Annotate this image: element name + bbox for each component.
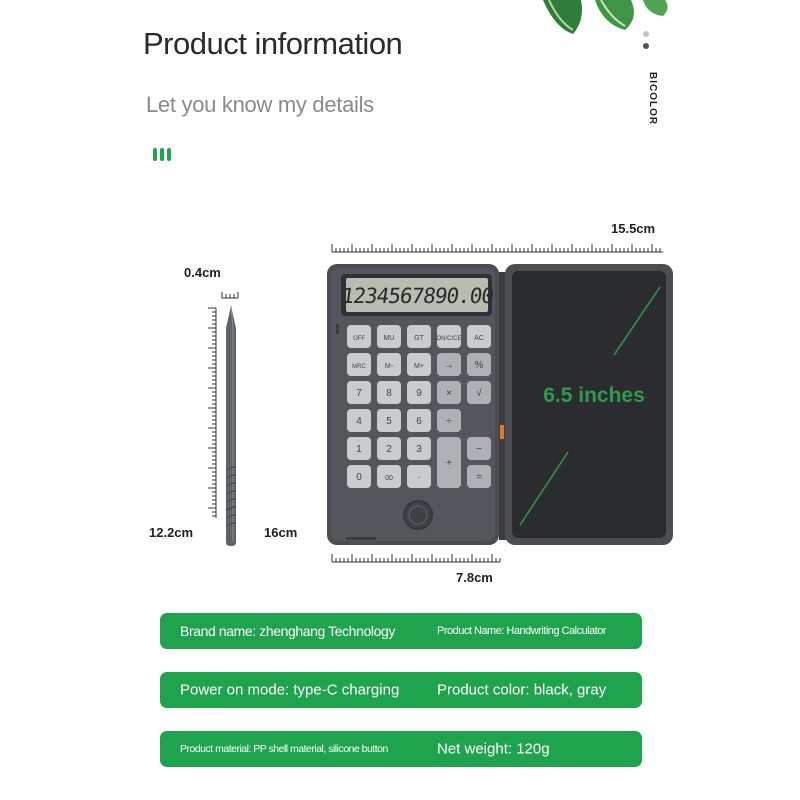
ruler-top bbox=[332, 244, 663, 252]
calculator-key-label: MU bbox=[383, 335, 395, 342]
calculator-key-label: 0 bbox=[356, 472, 362, 483]
calculator-key-label: 3 bbox=[416, 444, 422, 455]
calculator-key-label: → bbox=[444, 360, 454, 371]
calculator-key-label: 8 bbox=[386, 388, 392, 399]
ruler-left bbox=[208, 308, 216, 518]
calculator-key-label: × bbox=[446, 388, 452, 399]
calculator-key-label: = bbox=[476, 472, 482, 483]
dimension-pen-diameter: 0.4cm bbox=[184, 265, 221, 280]
spec-color: Product color: black, gray bbox=[437, 681, 607, 699]
calculator-key-label: 1 bbox=[356, 444, 362, 455]
side-label: BICOLOR bbox=[647, 72, 658, 126]
dimension-width: 15.5cm bbox=[611, 221, 656, 236]
calculator-key-label: M+ bbox=[414, 363, 424, 370]
screen-label: 6.5 inches bbox=[543, 384, 645, 407]
calculator-key-label: % bbox=[474, 360, 484, 371]
ruler-bottom bbox=[332, 554, 500, 562]
calculator-key-label: OFF bbox=[353, 336, 365, 342]
calculator-image bbox=[327, 264, 673, 545]
page-title: Product information bbox=[143, 26, 403, 61]
spec-row bbox=[160, 731, 642, 767]
page-subtitle: Let you know my details bbox=[146, 92, 374, 117]
spec-row bbox=[160, 672, 642, 708]
calculator-key-label: AC bbox=[474, 335, 484, 342]
spec-material: Product material: PP shell material, silicone button bbox=[180, 743, 388, 755]
spec-row bbox=[160, 613, 642, 649]
spec-product-name: Product Name: Handwriting Calculator bbox=[437, 625, 607, 637]
calculator-key-label: MRC bbox=[352, 364, 366, 370]
calculator-key-label: · bbox=[417, 472, 421, 483]
spec-weight: Net weight: 120g bbox=[437, 740, 550, 758]
spec-brand: Brand name: zhenghang Technology bbox=[180, 623, 396, 639]
calculator-key-label: 7 bbox=[356, 388, 362, 399]
calculator-key-label: 00 bbox=[385, 475, 393, 482]
calculator-key-label: 6 bbox=[416, 416, 422, 427]
calculator-key-label: ÷ bbox=[446, 416, 452, 427]
calculator-key-label: 9 bbox=[416, 388, 422, 399]
spec-power-mode: Power on mode: type-C charging bbox=[180, 681, 400, 699]
calculator-key-label: + bbox=[446, 458, 452, 469]
calculator-key-label: 4 bbox=[356, 416, 362, 427]
calculator-key-label: GT bbox=[414, 335, 424, 342]
pen-stylus-image bbox=[226, 306, 236, 546]
calculator-key-label: ON/C/CE bbox=[436, 336, 462, 342]
calculator-key-label: M- bbox=[384, 363, 394, 370]
dimension-height: 16cm bbox=[264, 525, 298, 540]
calculator-key-label: 2 bbox=[386, 444, 392, 455]
calculator-key-label: 5 bbox=[386, 416, 392, 427]
calculator-key-label: − bbox=[476, 444, 482, 455]
ruler-pen-width bbox=[222, 292, 238, 298]
calculator-key-label: √ bbox=[476, 388, 482, 399]
dimension-pen-length: 12.2cm bbox=[149, 525, 194, 540]
calculator-display: 1234567890.00 bbox=[340, 283, 495, 308]
dimension-half-width: 7.8cm bbox=[456, 570, 493, 585]
